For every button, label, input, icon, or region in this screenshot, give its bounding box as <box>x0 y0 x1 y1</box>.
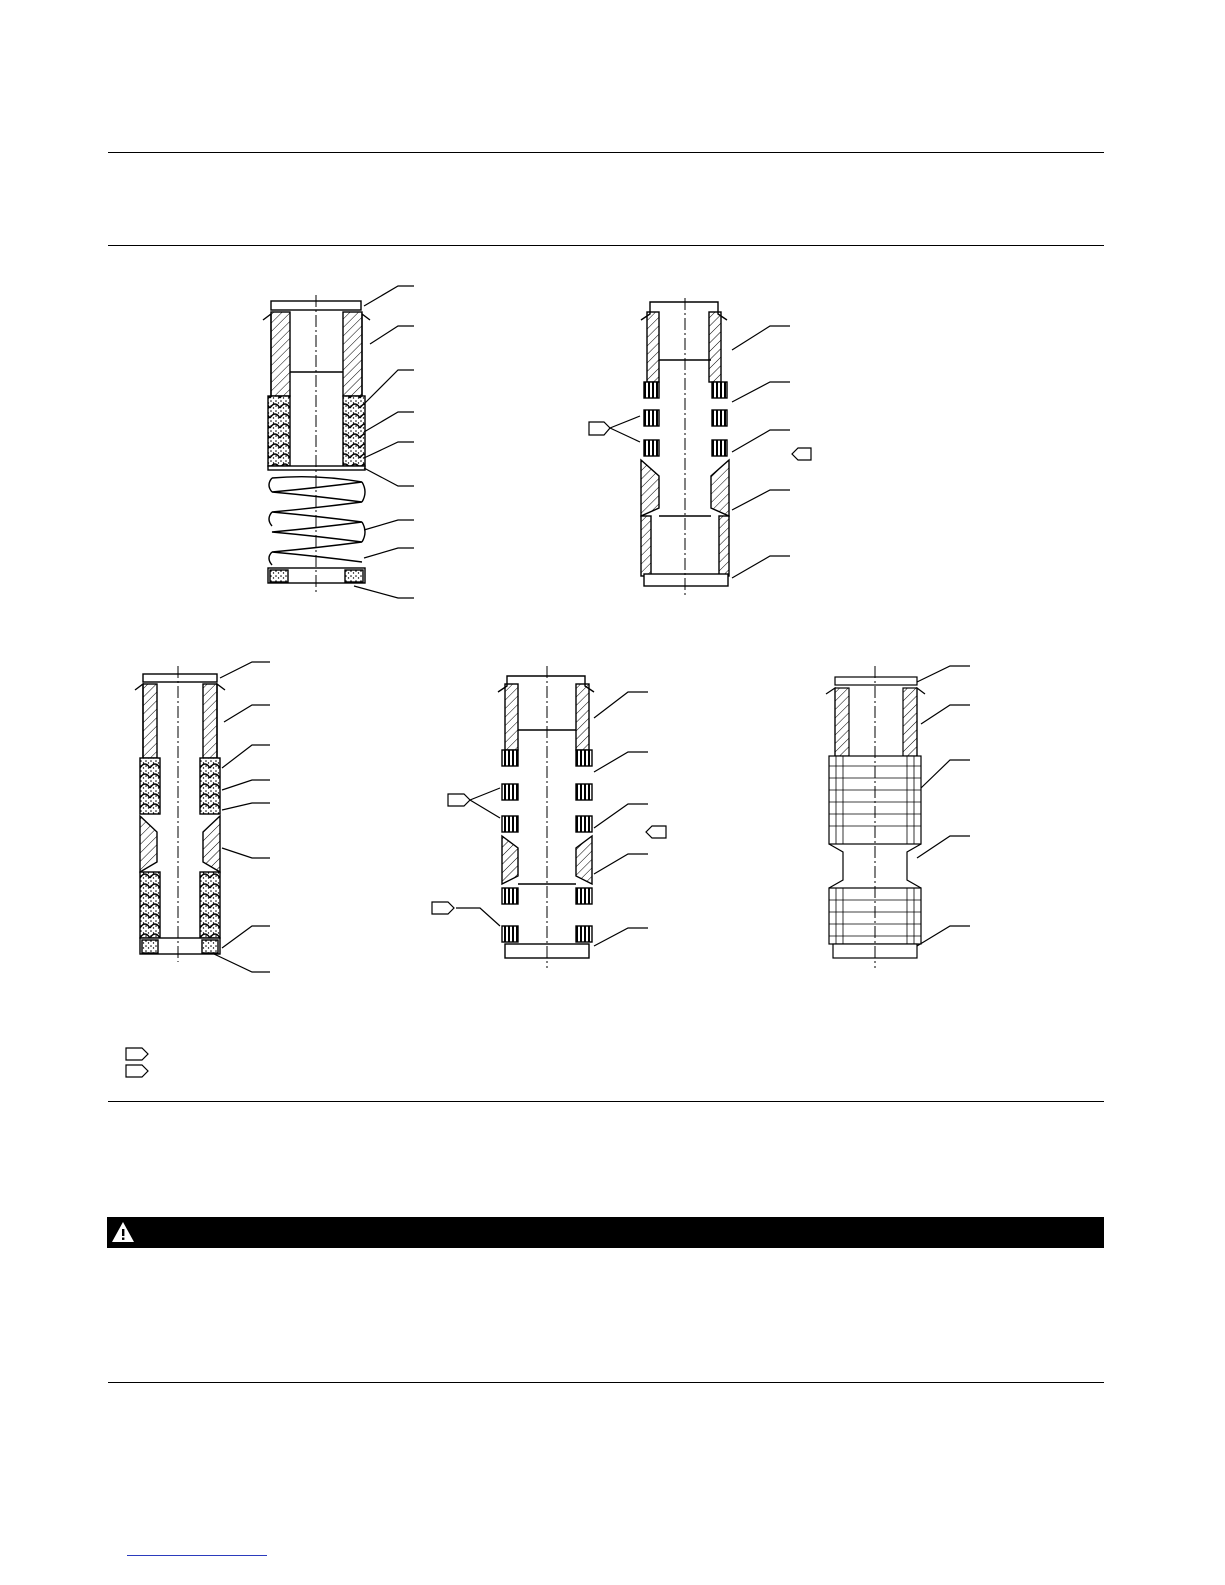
figure-ring-packing <box>589 298 811 595</box>
section-rule-lower <box>108 1382 1104 1383</box>
section-rule-upper <box>108 1101 1104 1102</box>
figure-spring-loaded <box>263 286 414 598</box>
figure-double-spring <box>135 662 270 972</box>
footnote-marker-1 <box>126 1048 148 1060</box>
warning-bar <box>107 1217 1104 1248</box>
footer-link-underline[interactable] <box>127 1555 267 1556</box>
figure-lined-bushing <box>826 666 970 968</box>
footnote-marker-2 <box>126 1065 148 1077</box>
footnote-markers <box>126 1048 148 1077</box>
figure-double-ring <box>432 666 666 968</box>
warning-triangle-icon <box>111 1220 135 1244</box>
